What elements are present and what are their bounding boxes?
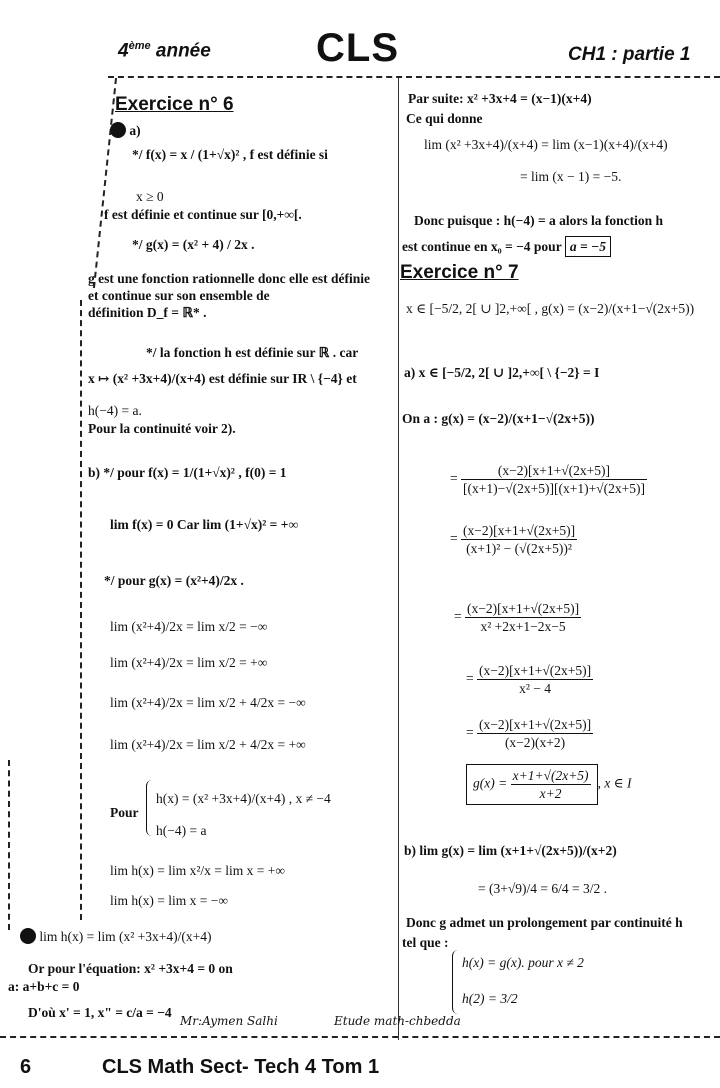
- h-def-2: h(2) = 3/2: [462, 991, 518, 1006]
- lim-g-2: lim (x²+4)/2x = lim x/2 = +∞: [110, 655, 268, 670]
- left-divider-3: [8, 760, 10, 930]
- step-1: = $\frac{(x-2)[x+1+√(2x+5)]}{[(x+1)-√(2x+5)][(x+1)+√(2x+5)]}$: [450, 463, 645, 496]
- f-definition: */ f(x) = x / (1+√x)² , f est définie si: [132, 147, 328, 162]
- part-a-label: a): [110, 122, 141, 139]
- final-box: g(x) = $\frac{x+1+√(2x+5)}{x+2}$: [466, 764, 598, 805]
- page-number: 6: [20, 1056, 32, 1078]
- g-text-2: et continue sur son ensemble de: [88, 288, 270, 303]
- footer-title: CLS Math Sect- Tech 4 Tom 1: [102, 1056, 380, 1078]
- step-3: = $\frac{(x-2)[x+1+√(2x+5)]}{\text{x² +2x+1−2x−5}}$: [454, 601, 580, 634]
- chapter-label: CH1 : partie 1: [568, 44, 691, 65]
- exercise-6-title: Exercice n° 6: [115, 94, 234, 115]
- g-definition: */ g(x) = (x² + 4) / 2x .: [132, 237, 255, 252]
- h-system-brace: [452, 950, 459, 1014]
- lim-g-3: lim (x²+4)/2x = lim x/2 + 4/2x = −∞: [110, 695, 306, 710]
- x-condition: x ≥ 0: [136, 189, 164, 204]
- grade-label: 4ème année: [118, 40, 211, 62]
- tel-que: tel que :: [402, 935, 449, 950]
- prolongement-text: Donc g admet un prolongement par continuité h: [406, 915, 683, 930]
- step-2: = $\frac{(x-2)[x+1+√(2x+5)]}{\text{(x+1)² − (√(2x+5))²}}$: [450, 523, 576, 556]
- part-b-result: = (3+√9)/4 = 6/4 = 3/2 .: [478, 881, 607, 896]
- lim-h-2: lim h(x) = lim x = −∞: [110, 893, 228, 908]
- part-b-f: b) */ pour f(x) = 1/(1+√x)² , f(0) = 1: [88, 465, 287, 480]
- a-value-box: a = −5: [565, 236, 611, 257]
- lim-r-2: = lim (x − 1) = −5.: [520, 169, 622, 184]
- bullet-icon: [20, 928, 36, 944]
- domain-g: x ∈ [−5/2, 2[ ∪ ]2,+∞[ , g(x) = (x−2)/(x+1−√(2x+5)): [406, 301, 695, 316]
- left-divider-2: [80, 300, 82, 920]
- final-result: g(x) = $\frac{x+1+√(2x+5)}{x+2}$ , x ∈ I: [466, 764, 632, 805]
- part-a-domain: a) x ∈ [−5/2, 2[ ∪ ]2,+∞[ \ {−2} = I: [404, 365, 600, 380]
- continuity-text: est continue en x₀ = −4 pour a = −5: [402, 238, 611, 255]
- h-system-1: h(x) = (x² +3x+4)/(x+4) , x ≠ −4: [156, 791, 331, 806]
- h-text-2: x ↦ (x² +3x+4)/(x+4) est définie sur IR \ {−4} et: [88, 371, 357, 386]
- lim-g-4: lim (x²+4)/2x = lim x/2 + 4/2x = +∞: [110, 737, 306, 752]
- equation-text-2: a: a+b+c = 0: [8, 979, 80, 994]
- system-brace: [146, 780, 153, 836]
- f-continuity: f est définie et continue sur [0,+∞[.: [104, 207, 302, 222]
- lim-h-3: lim h(x) = lim (x² +3x+4)/(x+4): [20, 928, 211, 945]
- par-suite: Par suite: x² +3x+4 = (x−1)(x+4): [408, 91, 592, 106]
- on-a-text: On a : g(x) = (x−2)/(x+1−√(2x+5)): [402, 411, 595, 426]
- roots-text: D'où x' = 1, x" = c/a = −4: [28, 1005, 172, 1020]
- h-text-1: */ la fonction h est définie sur ℝ . car: [146, 345, 359, 360]
- author-signature: Mr:Aymen Salhi: [180, 1014, 278, 1028]
- lim-f: lim f(x) = 0 Car lim (1+√x)² = +∞: [110, 517, 299, 532]
- part-b-lim: b) lim g(x) = lim (x+1+√(2x+5))/(x+2): [404, 843, 617, 858]
- lim-g-1: lim (x²+4)/2x = lim x/2 = −∞: [110, 619, 268, 634]
- top-divider: [108, 76, 720, 78]
- column-separator: [398, 78, 399, 1040]
- ce-qui-donne: Ce qui donne: [406, 111, 483, 126]
- equation-text: Or pour l'équation: x² +3x+4 = 0 on: [28, 961, 233, 976]
- g-text-1: g est une fonction rationnelle donc elle est définie: [88, 271, 370, 286]
- part-b-g: */ pour g(x) = (x²+4)/2x .: [104, 573, 244, 588]
- h-text-3: h(−4) = a.: [88, 403, 142, 418]
- lim-h-1: lim h(x) = lim x²/x = lim x = +∞: [110, 863, 285, 878]
- donc-puisque: Donc puisque : h(−4) = a alors la fonction h: [414, 213, 664, 228]
- pour-label: Pour: [110, 805, 139, 820]
- g-text-3: définition D_f = ℝ* .: [88, 305, 207, 320]
- left-divider: [93, 78, 117, 288]
- h-text-4: Pour la continuité voir 2).: [88, 421, 236, 436]
- h-system-2: h(−4) = a: [156, 823, 207, 838]
- h-def-1: h(x) = g(x). pour x ≠ 2: [462, 955, 584, 970]
- brand-title: CLS: [316, 26, 399, 70]
- lim-r-1: lim (x² +3x+4)/(x+4) = lim (x−1)(x+4)/(x+4): [424, 137, 668, 152]
- exercise-7-title: Exercice n° 7: [400, 262, 519, 283]
- step-5: = $\frac{(x-2)[x+1+√(2x+5)]}{(x-2)(x+2)}$: [466, 717, 592, 750]
- bottom-divider: [0, 1036, 720, 1038]
- site-signature: Etude math-chbedda: [334, 1014, 461, 1028]
- step-4: = $\frac{(x-2)[x+1+√(2x+5)]}{\text{x² − 4}}$: [466, 663, 592, 696]
- bullet-icon: [110, 122, 126, 138]
